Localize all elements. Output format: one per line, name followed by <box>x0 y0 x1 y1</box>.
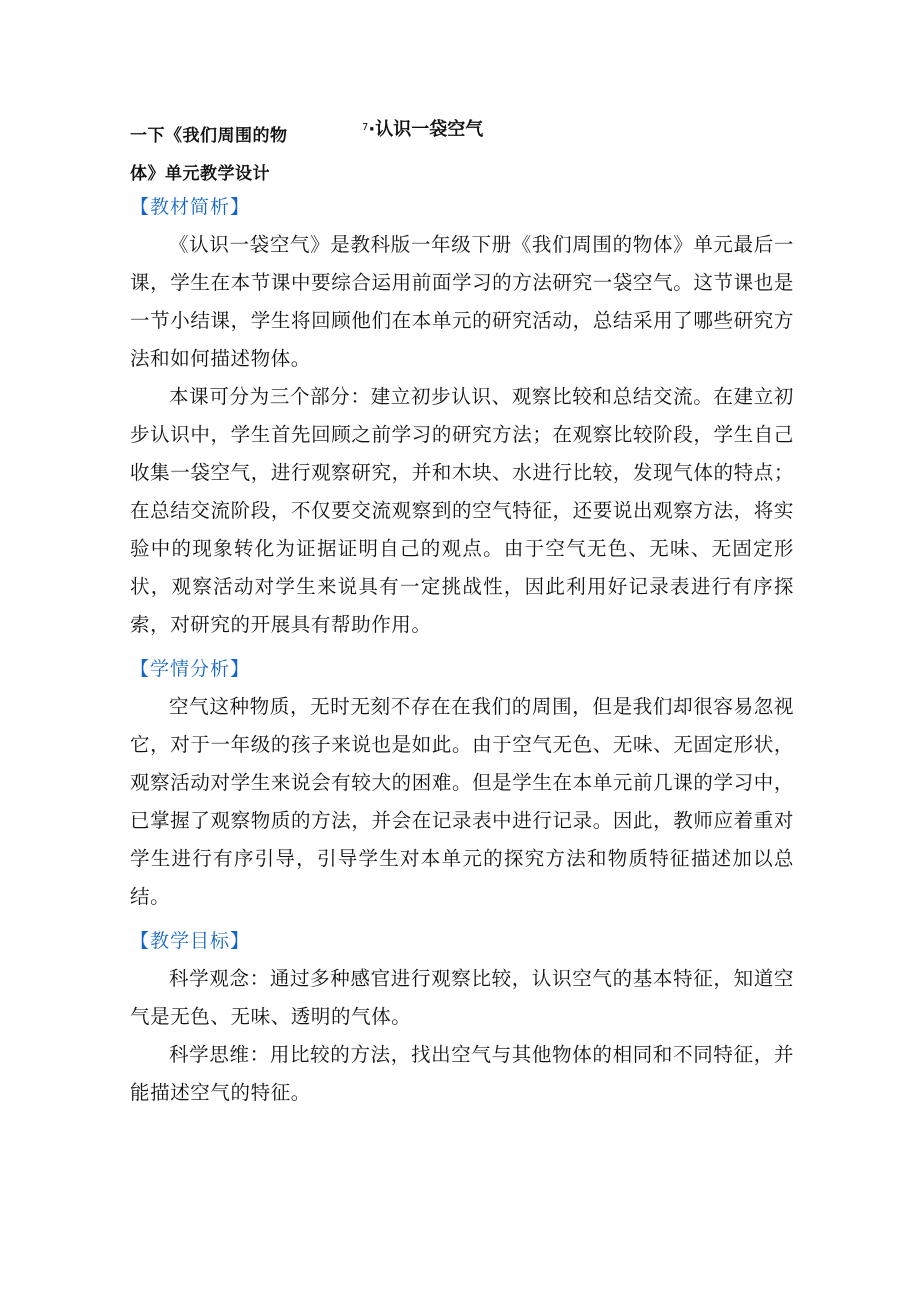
lesson-number: 7 <box>362 122 369 133</box>
unit-title-line-2: 体》单元教学设计 <box>130 164 270 184</box>
lesson-title-text: 认识一袋空气 <box>375 119 484 140</box>
lesson-separator: · <box>368 119 376 140</box>
section-heading-goals: 【教学目标】 <box>130 930 251 952</box>
paragraph-textbook-2: 本课可分为三个部分：建立初步认识、观察比较和总结交流。在建立初步认识中，学生首先回顾之前学习的研究方法；在观察比较阶段，学生自己收集一袋空气，进行观察研究，并和木块、水进行比较，发现气体的特点；在总结交流阶段，不仅要交流观察到的空气特征，还要说出观察方法，将实验中的现象转化为证据证明自己的观点。由于空气无色、无味、无固定形状，观察活动对学生来说具有一定挑战性，因此利用好记录表进行有序探索，对研究的开展具有帮助作用。 <box>130 385 794 636</box>
paragraph-goals-1: 科学观念：通过多种感官进行观察比较，认识空气的基本特征，知道空气是无色、无味、透明的气体。 <box>130 967 794 1028</box>
unit-title <box>130 117 300 193</box>
unit-title-line-1: 一下《我们周围的物 <box>130 126 288 146</box>
paragraph-goals-2: 科学思维：用比较的方法，找出空气与其他物体的相同和不同特征，并能描述空气的特征。 <box>130 1043 794 1104</box>
paragraph-learners-1: 空气这种物质，无时无刻不存在在我们的周围，但是我们却很容易忽视它，对于一年级的孩子来说也是如此。由于空气无色、无味、无固定形状，观察活动对学生来说会有较大的困难。但是学生在本单元前几课的学习中，已掌握了观察物质的方法，并会在记录表中进行记录。因此，教师应着重对学生进行有序引导，引导学生对本单元的探究方法和物质特征描述加以总结。 <box>130 695 794 908</box>
document-body <box>130 188 794 1112</box>
section-heading-learners: 【学情分析】 <box>130 658 251 680</box>
lesson-title <box>362 117 483 143</box>
paragraph-textbook-1: 《认识一袋空气》是教科版一年级下册《我们周围的物体》单元最后一课，学生在本节课中要综合运用前面学习的方法研究一袋空气。这节课也是一节小结课，学生将回顾他们在本单元的研究活动，总结采用了哪些研究方法和如何描述物体。 <box>130 233 794 370</box>
section-heading-textbook: 【教材简析】 <box>130 196 251 218</box>
